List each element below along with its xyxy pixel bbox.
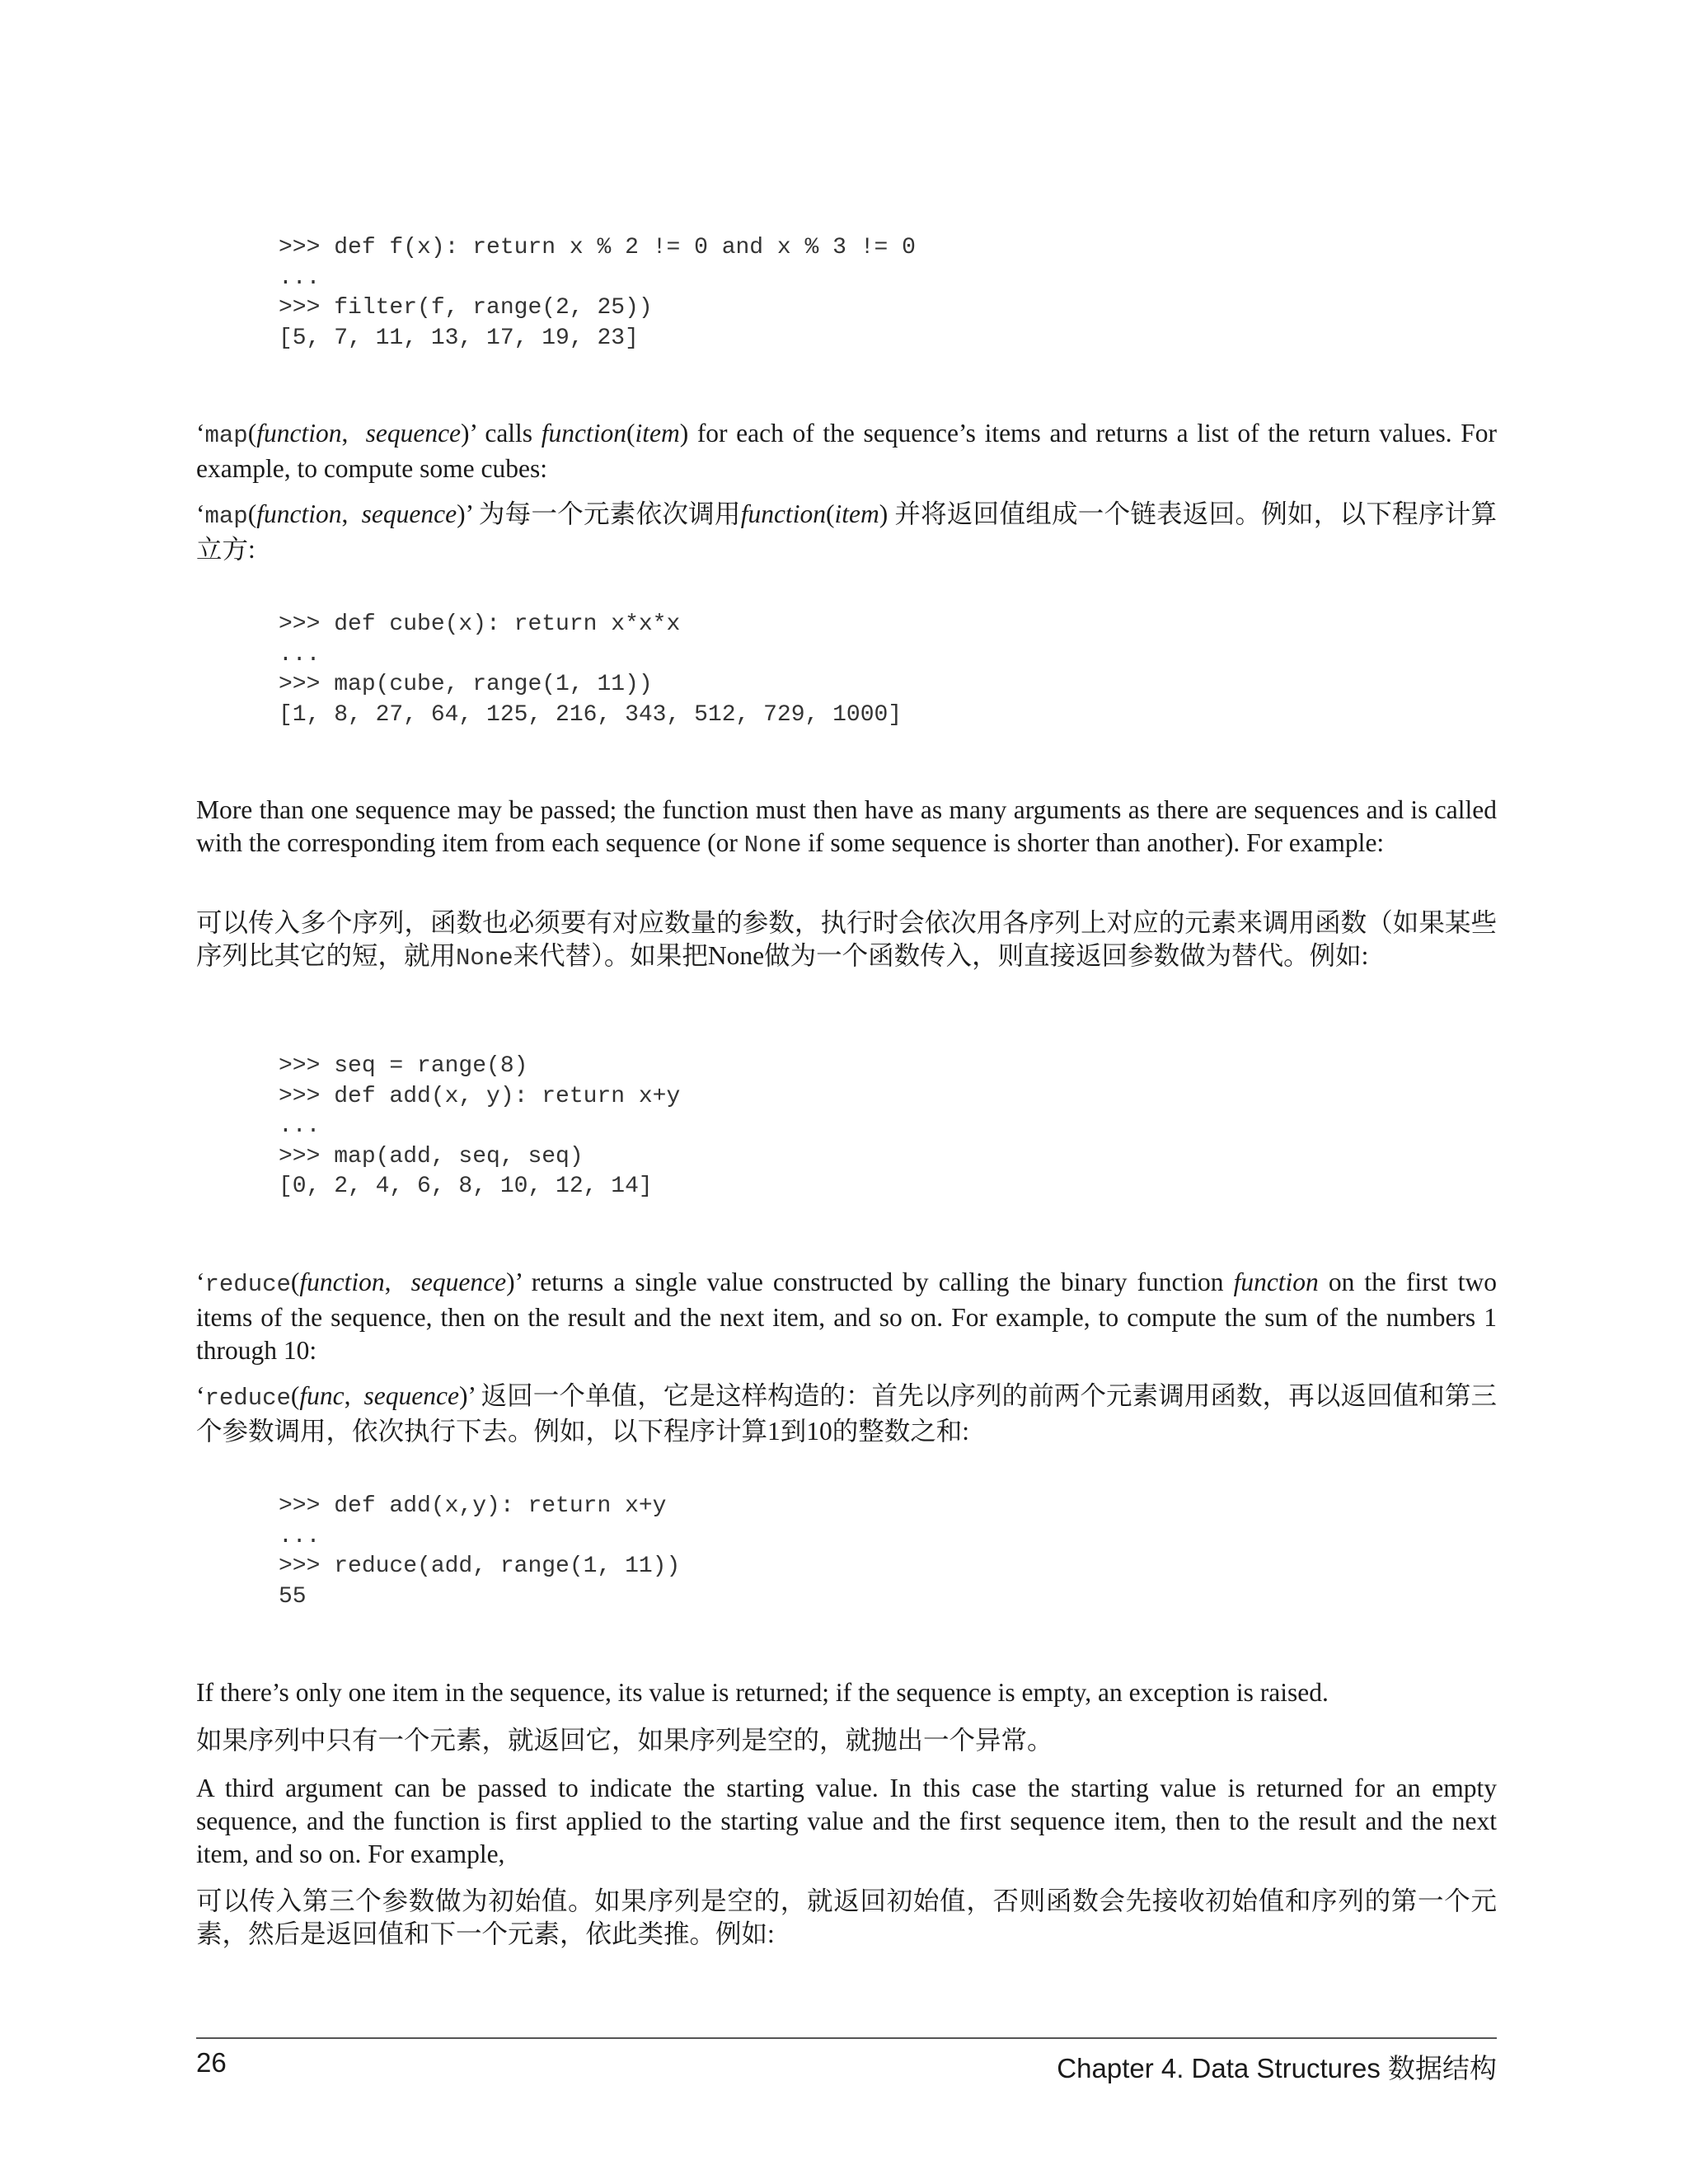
document-page bbox=[196, 0, 1497, 2184]
paragraph-reduce-zh: ‘reduce(func, sequence)’ 返回一个单值，它是这样构造的：首先以序列的前两个元素调用函数，再以返回值和第三个参数调用，依次执行下去。例如，以下程序计算1到10的整数之和: bbox=[196, 1381, 1498, 1446]
code-line: [0, 2, 4, 6, 8, 10, 12, 14] bbox=[279, 1174, 653, 1199]
paragraph-multi-en: More than one sequence may be passed; the function must then have as many arguments as there are sequences and is called with the corresponding item from each sequence (or None if some sequence is shorter than another). For example: bbox=[196, 795, 1497, 859]
paragraph-third-en: A third argument can be passed to indicate the starting value. In this case the starting value is returned for an empty sequence, and the function is first applied to the starting value and the first sequence item, then to the result and the next item, and so on. For example, bbox=[196, 1774, 1497, 1868]
paragraph-third-zh: 可以传入第三个参数做为初始值。如果序列是空的，就返回初始值，否则函数会先接收初始值和序列的第一个元素，然后是返回值和下一个元素，依此类推。例如: bbox=[196, 1886, 1497, 1948]
paragraph-single-zh: 如果序列中只有一个元素，就返回它，如果序列是空的，就抛出一个异常。 bbox=[196, 1726, 1053, 1755]
paragraph-multi-zh: 可以传入多个序列，函数也必须要有对应数量的参数，执行时会依次用各序列上对应的元素来调用函数（如果某些序列比其它的短，就用None来代替）。如果把None做为一个函数传入，则直接返回参数做为替代。例如: bbox=[196, 908, 1497, 972]
code-line: ... bbox=[279, 1523, 321, 1549]
code-block-reduce bbox=[279, 1492, 680, 1612]
code-line: [5, 7, 11, 13, 17, 19, 23] bbox=[279, 325, 639, 351]
code-line: >>> map(cube, range(1, 11)) bbox=[279, 672, 653, 697]
code-line: ... bbox=[279, 265, 321, 291]
chapter-title: Chapter 4. Data Structures 数据结构 bbox=[1057, 2053, 1497, 2083]
code-block-map-add bbox=[279, 1052, 680, 1202]
code-block-map-cube bbox=[279, 610, 902, 730]
code-line: >>> map(add, seq, seq) bbox=[279, 1143, 584, 1169]
code-line: >>> seq = range(8) bbox=[279, 1053, 528, 1079]
code-line: 55 bbox=[279, 1583, 307, 1610]
paragraph-map-zh: ‘map(function, sequence)’ 为每一个元素依次调用function(item) 并将返回值组成一个链表返回。例如，以下程序计算立方: bbox=[196, 499, 1497, 564]
footer-divider bbox=[196, 2037, 1497, 2039]
code-line: >>> def f(x): return x % 2 != 0 and x % 3 != 0 bbox=[279, 235, 916, 260]
code-line: ... bbox=[279, 641, 321, 668]
code-line: ... bbox=[279, 1113, 321, 1139]
code-line: >>> def cube(x): return x*x*x bbox=[279, 612, 681, 637]
code-line: >>> filter(f, range(2, 25)) bbox=[279, 295, 653, 321]
code-block-filter bbox=[279, 233, 916, 354]
code-line: [1, 8, 27, 64, 125, 216, 343, 512, 729, 1000] bbox=[279, 701, 903, 728]
paragraph-reduce-en: ‘reduce(function, sequence)’ returns a single value constructed by calling the binary function function on the first two items of the sequence, then on the result and the next item, and so on. For example, to compute the sum of the numbers 1 through 10: bbox=[196, 1268, 1497, 1365]
code-line: >>> reduce(add, range(1, 11)) bbox=[279, 1554, 681, 1579]
page-number: 26 bbox=[196, 2047, 227, 2078]
paragraph-single-en: If there’s only one item in the sequence, its value is returned; if the sequence is empty, an exception is raised. bbox=[196, 1678, 1329, 1707]
code-line: >>> def add(x, y): return x+y bbox=[279, 1083, 681, 1109]
code-line: >>> def add(x,y): return x+y bbox=[279, 1493, 667, 1519]
paragraph-map-en: ‘map(function, sequence)’ calls function(item) for each of the sequence’s items and returns a list of the return values. For example, to compute some cubes: bbox=[196, 419, 1497, 483]
